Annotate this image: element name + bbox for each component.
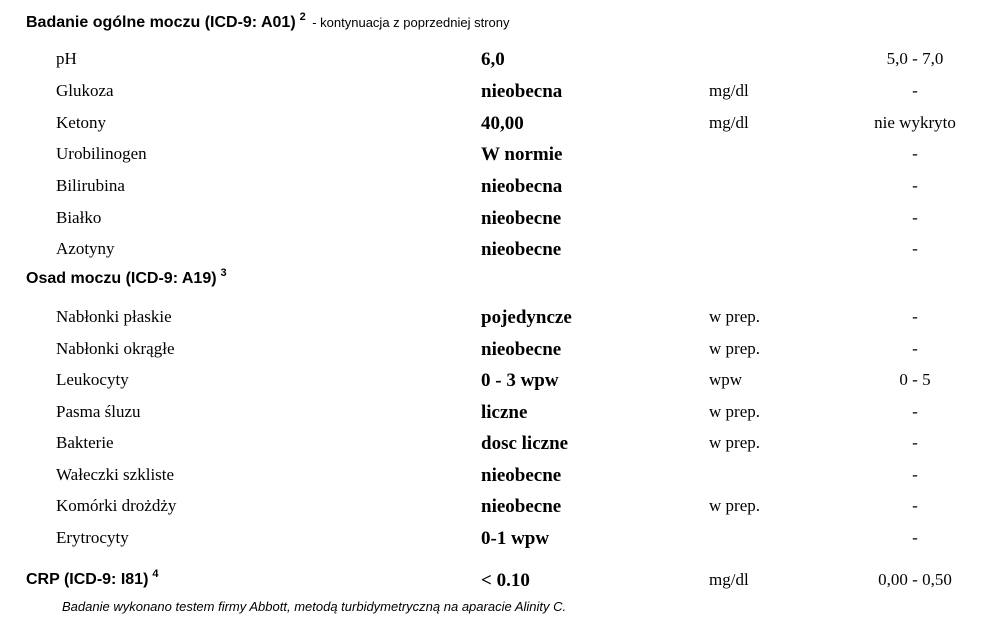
test-value: nieobecne (481, 208, 562, 229)
test-unit: w prep. (709, 339, 760, 358)
result-row-ketony (0, 113, 1000, 137)
test-name: Komórki drożdży (56, 496, 177, 515)
crp-method-note: Badanie wykonano testem firmy Abbott, metodą turbidymetryczną na aparacie Alinity C. (62, 599, 567, 614)
test-name: Pasma śluzu (56, 402, 141, 421)
test-reference: 0 - 5 (899, 370, 931, 389)
crp-section-title: CRP (ICD-9: I81) (26, 571, 149, 588)
result-row-waleczki-szkliste (0, 465, 1000, 489)
test-name: Glukoza (56, 81, 114, 100)
test-value: 0-1 wpw (481, 528, 550, 549)
continuation-note: - kontynuacja z poprzedniej strony (312, 15, 510, 30)
result-row-bilirubina (0, 176, 1000, 200)
sediment-section-title: Osad moczu (ICD-9: A19) (26, 270, 217, 287)
test-reference: - (912, 402, 918, 421)
crp-value: < 0.10 (481, 570, 530, 591)
test-name: Nabłonki płaskie (56, 307, 172, 326)
sediment-footnote-marker: 3 (220, 267, 227, 279)
result-row-bakterie (0, 433, 1000, 457)
test-name: Bilirubina (56, 176, 125, 195)
result-row-pasma-sluzu (0, 402, 1000, 426)
result-row-bialko (0, 208, 1000, 232)
test-value: pojedyncze (481, 307, 572, 328)
test-name: Bakterie (56, 433, 114, 452)
urine-section-header (26, 11, 510, 32)
test-value: dosc liczne (481, 433, 569, 454)
test-value: 40,00 (481, 113, 524, 134)
result-row-komorki-drozdzy (0, 496, 1000, 520)
test-reference: - (912, 339, 918, 358)
crp-reference: 0,00 - 0,50 (878, 570, 952, 589)
test-name: Białko (56, 208, 102, 227)
test-name: Leukocyty (56, 370, 129, 389)
test-unit: w prep. (709, 402, 760, 421)
test-name: Erytrocyty (56, 528, 129, 547)
test-unit: w prep. (709, 496, 760, 515)
test-reference: - (912, 433, 918, 452)
test-reference: - (912, 176, 918, 195)
test-reference: - (912, 307, 918, 326)
test-name: Azotyny (56, 239, 115, 258)
result-row-ph (0, 49, 1000, 73)
test-name: Urobilinogen (56, 144, 147, 163)
test-name: pH (56, 49, 77, 68)
crp-section-header (26, 568, 159, 589)
test-reference: - (912, 208, 918, 227)
crp-unit: mg/dl (709, 570, 749, 589)
urine-section-title: Badanie ogólne moczu (ICD-9: A01) (26, 14, 296, 31)
test-value: nieobecna (481, 81, 563, 102)
test-value: nieobecna (481, 176, 563, 197)
test-value: liczne (481, 402, 528, 423)
test-reference: 5,0 - 7,0 (886, 49, 944, 68)
test-reference: nie wykryto (874, 113, 956, 132)
test-value: 6,0 (481, 49, 505, 70)
test-name: Nabłonki okrągłe (56, 339, 175, 358)
test-unit: w prep. (709, 433, 760, 452)
test-value: 0 - 3 wpw (481, 370, 559, 391)
test-unit: wpw (709, 370, 743, 389)
test-unit: mg/dl (709, 113, 749, 132)
test-reference: - (912, 528, 918, 547)
test-reference: - (912, 465, 918, 484)
result-row-erytrocyty (0, 528, 1000, 552)
result-row-nablonki-plaskie (0, 307, 1000, 331)
result-row-glukoza (0, 81, 1000, 105)
test-reference: - (912, 239, 918, 258)
test-unit: mg/dl (709, 81, 749, 100)
test-value: nieobecne (481, 465, 562, 486)
sediment-section-header (26, 267, 227, 288)
result-row-azotyny (0, 239, 1000, 263)
result-row-urobilinogen (0, 144, 1000, 168)
test-reference: - (912, 81, 918, 100)
test-value: W normie (481, 144, 563, 165)
test-reference: - (912, 496, 918, 515)
test-reference: - (912, 144, 918, 163)
test-value: nieobecne (481, 496, 562, 517)
test-unit: w prep. (709, 307, 760, 326)
urine-footnote-marker: 2 (299, 11, 306, 23)
test-value: nieobecne (481, 239, 562, 260)
crp-footnote-marker: 4 (152, 568, 159, 580)
test-value: nieobecne (481, 339, 562, 360)
result-row-nablonki-okragle (0, 339, 1000, 363)
test-name: Ketony (56, 113, 107, 132)
test-name: Wałeczki szkliste (56, 465, 175, 484)
result-row-leukocyty (0, 370, 1000, 394)
